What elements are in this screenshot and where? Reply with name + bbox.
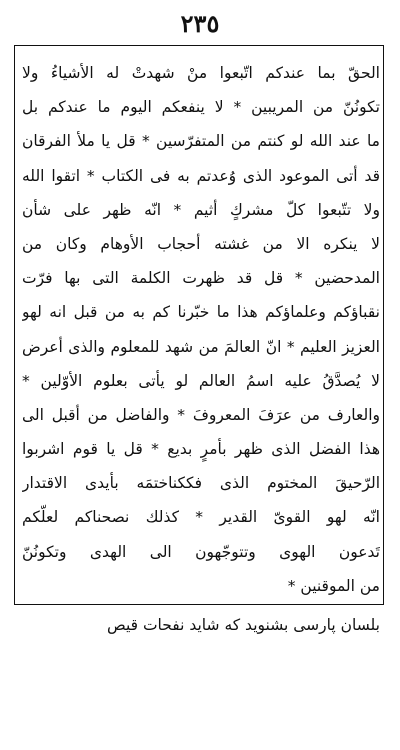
text-line: والعارف من عرَفَ المعروفَ * والفاضل من أقبل الى xyxy=(22,405,380,424)
main-text-block xyxy=(22,56,380,603)
text-line: العزيز العليم * انّ العالمَ من شهد للمعلوم والذى أعرض xyxy=(22,337,380,356)
text-line: ولا تتّبعوا كلّ مشركٍ أثيم * انّه ظهر على شأن xyxy=(22,200,380,219)
text-line: هذا الفضل الذى ظهر بأمرٍ بديع * قل يا قوم اشربوا xyxy=(22,440,380,459)
text-line: المدحضين * قل قد ظهرت الكلمة التى بها فرّت xyxy=(22,269,380,288)
text-line: الرّحيقَ المختوم الذى فككناختمَه بأيدى الاقتدار xyxy=(22,474,380,493)
text-line: الحقّ بما عندكم اتّبعوا منْ شهدتْ له الأشياءُ ولا xyxy=(22,64,380,82)
text-line: لا ينكره الا من غشته أحجاب الأوهام وكان من xyxy=(22,234,380,253)
footer-text-line: بلسان پارسى بشنويد كه شايد نفحات قيص xyxy=(106,616,380,634)
text-line: ما عند الله لو كنتم من المتفرّسين * قل يا ملأ الفرقان xyxy=(22,132,380,151)
text-line: انّه لهو القوىّ القدير * كذلك نصحناكم لعلّكم xyxy=(22,508,380,527)
text-line: تكونُنّ من المريبين * لا ينفعكم اليوم ما عندكم بل xyxy=(22,98,380,117)
text-line: لا يُصدَّقُ عليه اسمُ العالم لو يأتى بعلوم الأوّلين * xyxy=(22,371,380,390)
text-line: تَدعون الهوى وتتوجّهون الى الهدى وتكونُنّ xyxy=(22,542,380,561)
page-number: ٢٣٥ xyxy=(180,9,220,38)
text-line: قد أتى الموعود الذى وُعدتم به فى الكتاب * اتقوا الله xyxy=(22,166,380,185)
text-line: نقباؤكم وعلماؤكم هذا ما خبّرنا كم به من قبل انه لهو xyxy=(22,303,380,322)
text-line: من الموقنين * xyxy=(287,576,380,595)
